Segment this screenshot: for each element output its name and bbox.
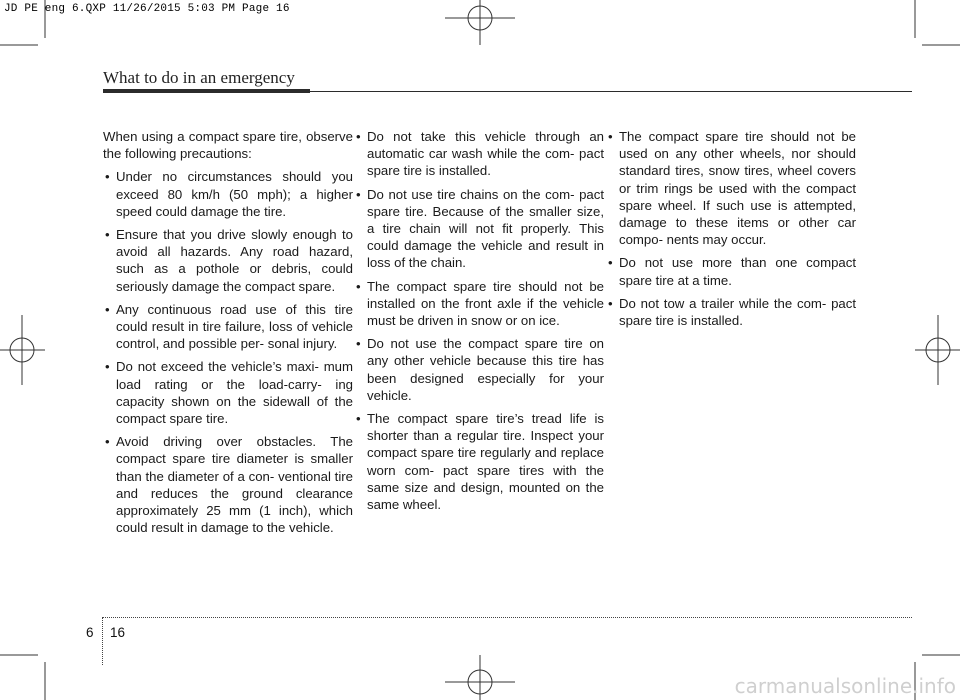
list-item: • The compact spare tire should not be used on any other wheels, nor should standard tires, snow tires, wheel covers or trim rings be used with the compact spare wheel. If such use is attempted, damage to these items or other car compo- nents may occur.: [608, 129, 856, 248]
page-number: 16: [110, 625, 126, 640]
section-title-bar: [103, 89, 310, 93]
intro-paragraph: When using a compact spare tire, observe the following precautions:: [103, 129, 353, 162]
column-2: [354, 128, 604, 519]
registration-target-bottom: [445, 655, 515, 700]
header-rule: [310, 91, 912, 92]
column-3: [606, 128, 856, 335]
chapter-number: 6: [86, 625, 94, 640]
list-item: • Any continuous road use of this tire could result in tire failure, loss of vehicle control, and possible per- sonal injury.: [105, 301, 353, 352]
list-item: • Do not tow a trailer while the com- pact spare tire is installed.: [608, 295, 856, 329]
list-item: • Do not exceed the vehicle’s maxi- mum load rating or the load-carry- ing capacity shown on the sidewall of the compact spare tire.: [105, 359, 353, 427]
list-item: • Do not use the compact spare tire on any other vehicle because this tire has been designed especially for your vehicle.: [356, 336, 604, 403]
precaution-list: [103, 168, 353, 536]
footer-rule: [103, 617, 912, 618]
watermark: carmanualsonline.info: [734, 674, 956, 698]
list-item: • Ensure that you drive slowly enough to avoid all hazards. Any road hazard, such as a pothole or debris, could seriously damage the compact spare.: [105, 227, 353, 294]
list-item: • Avoid driving over obstacles. The compact spare tire diameter is smaller than the diameter of a con- ventional tire and reduces the ground clearance approximately 25 mm (1 inch), which could result in damage to the vehicle.: [105, 434, 353, 536]
registration-target-left: [0, 315, 45, 385]
list-item: • The compact spare tire’s tread life is shorter than a regular tire. Inspect your compact spare tire regularly and replace worn com- pact spare tires with the same size and design, mounted on the same wheel.: [356, 411, 604, 513]
list-item: • The compact spare tire should not be installed on the front axle if the vehicle must be driven in snow or on ice.: [356, 278, 604, 329]
list-item: • Do not use more than one compact spare tire at a time.: [608, 255, 856, 288]
list-item: • Do not take this vehicle through an automatic car wash while the com- pact spare tire is installed.: [356, 129, 604, 179]
registration-target-right: [915, 315, 960, 385]
section-title: What to do in an emergency: [103, 68, 295, 87]
list-item: • Do not use tire chains on the com- pact spare tire. Because of the smaller size, a tire chain will not fit properly. This could damage the vehicle and result in loss of the chain.: [356, 186, 604, 271]
precaution-list: [606, 128, 856, 329]
registration-target-top: [445, 0, 515, 45]
column-1: [103, 128, 353, 542]
print-slug: JD PE eng 6.QXP 11/26/2015 5:03 PM Page 16: [4, 3, 290, 15]
footer-divider: [102, 617, 103, 665]
precaution-list: [354, 128, 604, 513]
list-item: • Under no circumstances should you exceed 80 km/h (50 mph); a higher speed could damage the tire.: [105, 169, 353, 219]
